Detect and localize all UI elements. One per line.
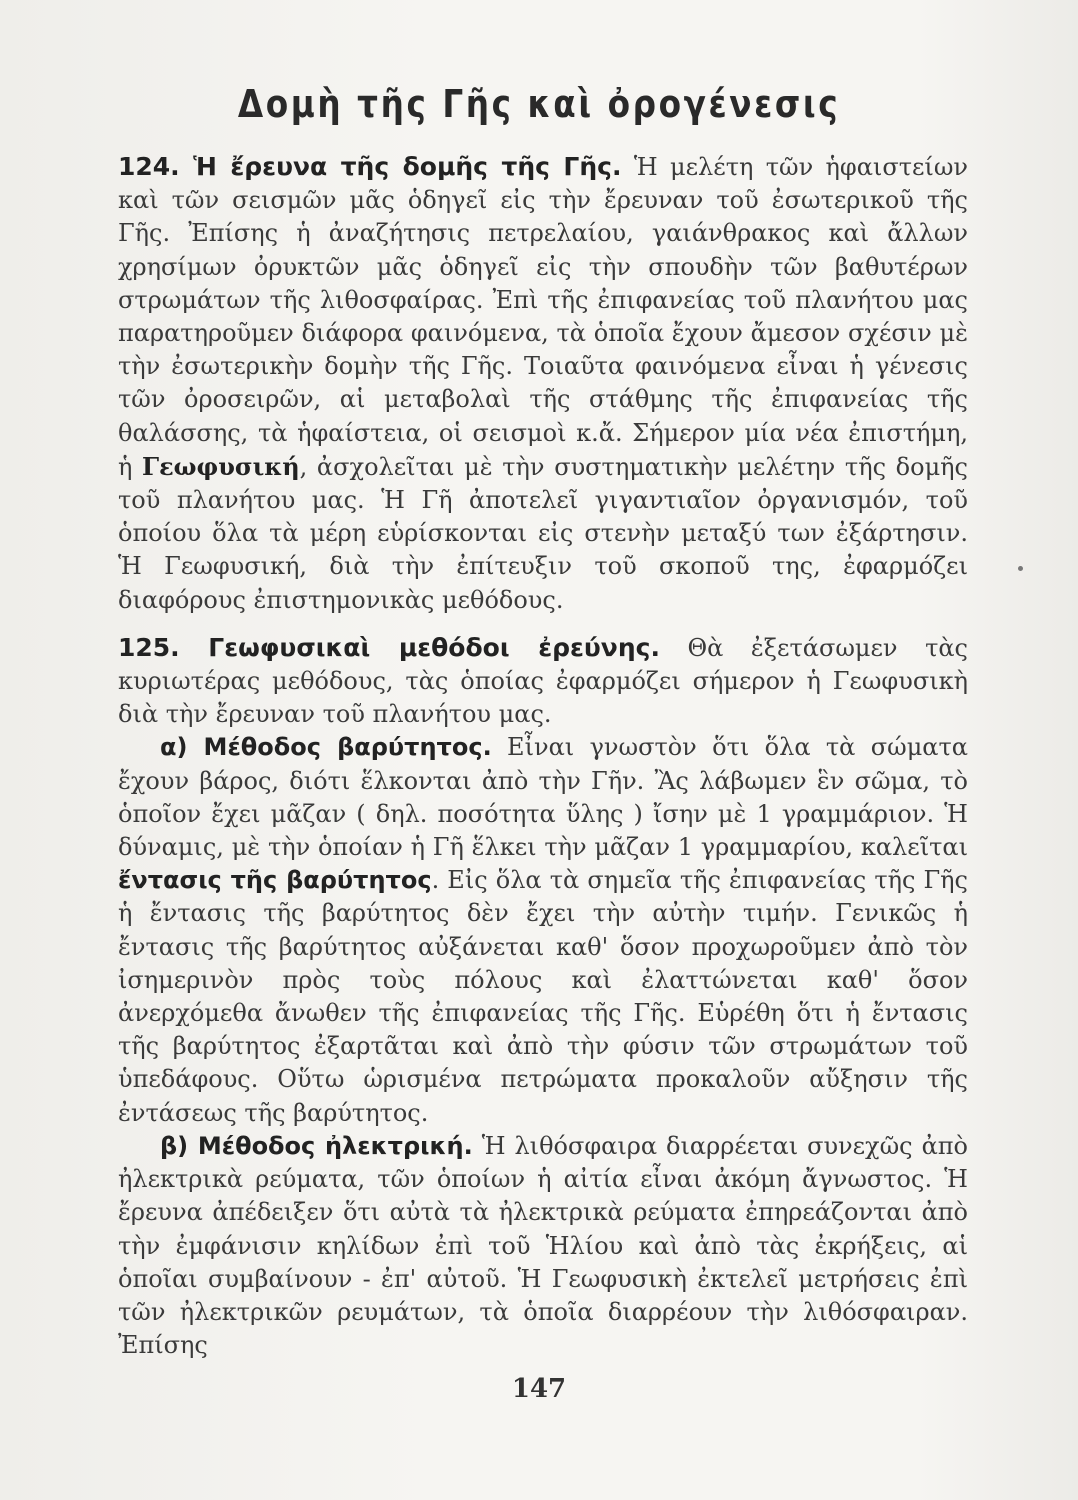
section-125 [118, 631, 968, 732]
section-124-text-b: , ἀσχολεῖται μὲ τὴν συστηματικὴν μελέτην τῆς δομῆς τοῦ πλανήτου μας. Ἡ Γῆ ἀποτελεῖ γιγαντιαῖον ὀργανισμόν, τοῦ ὁποίου ὅλα τὰ μέρη εὑρίσκονται εἰς στενὴν μεταξύ των ἐξάρτησιν. Ἡ Γεωφυσική, διὰ τὴν ἐπίτευξιν τοῦ σκοποῦ της, ἐφαρμόζει διαφόρους ἐπιστημονικὰς μεθόδους. [118, 452, 968, 614]
section-124-text-a: Ἡ μελέτη τῶν ἡφαιστείων καὶ τῶν σεισμῶν μᾶς ὁδηγεῖ εἰς τὴν ἔρευναν τοῦ ἐσωτερικοῦ τῆς Γῆς. Ἐπίσης ἡ ἀναζήτησις πετρελαίου, γαιάνθρακος καὶ ἄλλων χρησίμων ὀρυκτῶν μᾶς ὁδηγεῖ εἰς τὴν σπουδὴν τῶν βαθυτέρων στρωμάτων τῆς λιθοσφαίρας. Ἐπὶ τῆς ἐπιφανείας τοῦ πλανήτου μας παρατηροῦμεν διάφορα φαινόμενα, τὰ ὁποῖα ἔχουν ἄμεσον σχέσιν μὲ τὴν ἐσωτερικὴν δομὴν τῆς Γῆς. Τοιαῦτα φαινόμενα εἶναι ἡ γένεσις τῶν ὀροσειρῶν, αἱ μεταβολαὶ τῆς στάθμης τῆς ἐπιφανείας τῆς θαλάσσης, τὰ ἡφαίστεια, οἱ σεισμοὶ κ.ἄ. Σήμερον μία νέα ἐπιστήμη, ἡ [118, 153, 968, 481]
subsection-electric [118, 1130, 968, 1362]
section-124-heading: 124. Ἡ ἔρευνα τῆς δομῆς τῆς Γῆς. [118, 152, 622, 181]
section-125-text: Θὰ ἐξετάσωμεν τὰς κυριωτέρας μεθόδους, τὰς ὁποίας ἐφαρμόζει σήμερον ἡ Γεωφυσικὴ διὰ τὴν ἔρευναν τοῦ πλανήτου μας. [118, 633, 968, 729]
page-body [118, 150, 968, 1362]
section-124 [118, 150, 968, 617]
page-number: 147 [511, 1374, 567, 1404]
subsection-electric-heading: β) Μέθοδος ἠλεκτρική. [160, 1131, 473, 1160]
subsection-gravity-text-a: Εἶναι γνωστὸν ὅτι ὅλα τὰ σώματα ἔχουν βάρος, διότι ἕλκονται ἀπὸ τὴν Γῆν. Ἂς λάβωμεν ἓν σῶμα, τὸ ὁποῖον ἔχει μᾶζαν ( δηλ. ποσότητα ὕλης ) ἴσην μὲ 1 γραμμάριον. Ἡ δύναμις, μὲ τὴν ὁποίαν ἡ Γῆ ἕλκει τὴν μᾶζαν 1 γραμμαρίου, καλεῖται [118, 733, 968, 862]
subsection-electric-text: Ἡ λιθόσφαιρα διαρρέεται συνεχῶς ἀπὸ ἠλεκτρικὰ ρεύματα, τῶν ὁποίων ἡ αἰτία εἶναι ἀκόμη ἄγνωστος. Ἡ ἔρευνα ἀπέδειξεν ὅτι αὐτὰ τὰ ἠλεκτρικὰ ρεύματα ἐπηρεάζονται ἀπὸ τὴν ἐμφάνισιν κηλίδων ἐπὶ τοῦ Ἡλίου καὶ ἀπὸ τὰς ἐκρήξεις, αἱ ὁποῖαι συμβαίνουν - ἐπ' αὐτοῦ. Ἡ Γεωφυσικὴ ἐκτελεῖ μετρήσεις ἐπὶ τῶν ἠλεκτρικῶν ρευμάτων, τὰ ὁποῖα διαρρέουν τὴν λιθόσφαιραν. Ἐπίσης [118, 1131, 968, 1360]
subsection-gravity-heading: α) Μέθοδος βαρύτητος. [160, 733, 492, 762]
section-125-heading: 125. Γεωφυσικαὶ μεθόδοι ἐρεύνης. [118, 632, 660, 662]
subsection-gravity [118, 731, 968, 1129]
section-124-bold-term: Γεωφυσική [142, 451, 300, 481]
subsection-gravity-text-b: . Εἰς ὅλα τὰ σημεῖα τῆς ἐπιφανείας τῆς Γῆς ἡ ἔντασις τῆς βαρύτητος δὲν ἔχει τὴν αὐτὴν τιμήν. Γενικῶς ἡ ἔντασις τῆς βαρύτητος αὐξάνεται καθ' ὅσον προχωροῦμεν ἀπὸ τὸν ἰσημερινὸν πρὸς τοὺς πόλους καὶ ἐλαττώνεται καθ' ὅσον ἀνερχόμεθα ἄνωθεν τῆς ἐπιφανείας τῆς Γῆς. Εὑρέθη ὅτι ἡ ἔντασις τῆς βαρύτητος ἐξαρτᾶται καὶ ἀπὸ τὴν φύσιν τῶν στρωμάτων τοῦ ὑπεδάφους. Οὕτω ὡρισμένα πετρώματα προκαλοῦν αὔξησιν τῆς ἐντάσεως τῆς βαρύτητος. [118, 866, 968, 1127]
subsection-gravity-bold-term: ἔντασις τῆς βαρύτητος [118, 866, 432, 895]
page-title: Δομὴ τῆς Γῆς καὶ ὀρογένεσις [237, 82, 841, 126]
paper-speck [1018, 566, 1023, 571]
